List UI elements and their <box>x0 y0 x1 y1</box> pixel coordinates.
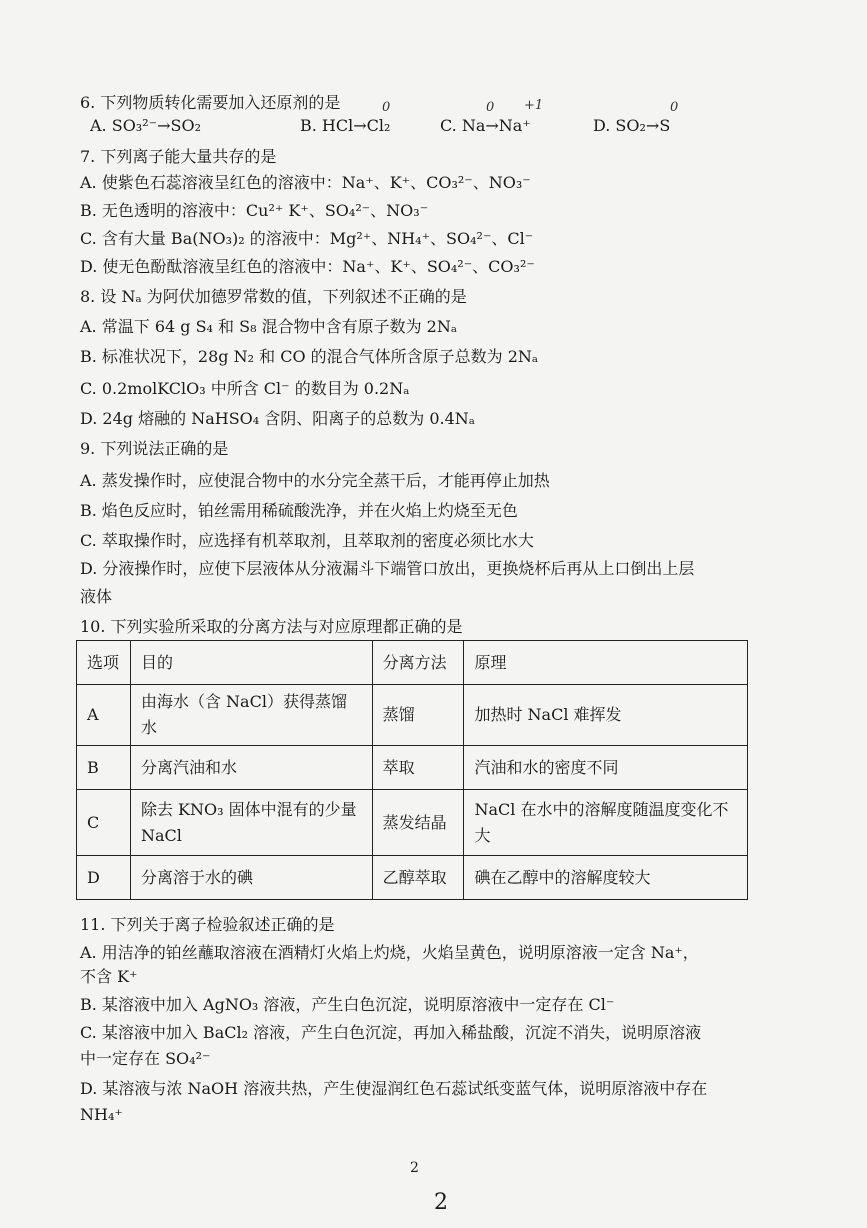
table-cell: 碘在乙醇中的溶解度较大 <box>464 856 748 900</box>
q11-line-2: 不含 K⁺ <box>80 967 138 986</box>
q9-option-a: A. 蒸发操作时，应使混合物中的水分完全蒸干后，才能再停止加热 <box>80 471 550 490</box>
q6-options <box>90 116 790 140</box>
q7-option-d: D. 使无色酚酞溶液呈红色的溶液中：Na⁺、K⁺、SO₄²⁻、CO₃²⁻ <box>80 257 535 276</box>
q11-line-3: B. 某溶液中加入 AgNO₃ 溶液，产生白色沉淀，说明原溶液中一定存在 Cl⁻ <box>80 995 615 1014</box>
q11-line-6: D. 某溶液与浓 NaOH 溶液共热，产生使湿润红色石蕊试纸变蓝气体，说明原溶液中存在 <box>80 1079 708 1098</box>
table-header: 原理 <box>464 641 748 685</box>
q9-option-d-cont: 液体 <box>80 587 113 606</box>
q6-mark-1: 0 <box>382 100 391 115</box>
table-header: 目的 <box>130 641 372 685</box>
q9-option-b: B. 焰色反应时，铂丝需用稀硫酸洗净，并在火焰上灼烧至无色 <box>80 501 518 520</box>
q10-stem: 10. 下列实验所采取的分离方法与对应原理都正确的是 <box>80 617 463 636</box>
page-number-small: 2 <box>410 1160 419 1176</box>
page-number: 2 <box>434 1190 448 1215</box>
table-cell: 蒸馏 <box>372 685 464 746</box>
table-header: 分离方法 <box>372 641 464 685</box>
table-cell: 乙醇萃取 <box>372 856 464 900</box>
q6-mark-3: +1 <box>524 98 544 113</box>
table-cell: C <box>77 790 131 856</box>
table-cell: 加热时 NaCl 难挥发 <box>464 685 748 746</box>
q7-option-b: B. 无色透明的溶液中：Cu²⁺ K⁺、SO₄²⁻、NO₃⁻ <box>80 201 429 220</box>
table-cell: D <box>77 856 131 900</box>
table-cell: 汽油和水的密度不同 <box>464 746 748 790</box>
q11-line-7: NH₄⁺ <box>80 1105 123 1124</box>
separation-table <box>76 640 748 900</box>
table-row <box>77 856 748 900</box>
table-cell: 蒸发结晶 <box>372 790 464 856</box>
table-header-row <box>77 641 748 685</box>
q6-mark-4: 0 <box>670 100 679 115</box>
q7-stem: 7. 下列离子能大量共存的是 <box>80 147 277 166</box>
q7-option-a: A. 使紫色石蕊溶液呈红色的溶液中：Na⁺、K⁺、CO₃²⁻、NO₃⁻ <box>80 173 531 192</box>
q6-option-b: B. HCl→Cl₂ <box>300 116 391 135</box>
q6-stem: 6. 下列物质转化需要加入还原剂的是 <box>80 93 341 112</box>
table-cell: 分离溶于水的碘 <box>130 856 372 900</box>
q8-option-b: B. 标准状况下，28g N₂ 和 CO 的混合气体所含原子总数为 2Nₐ <box>80 347 539 366</box>
table-cell: B <box>77 746 131 790</box>
table-cell: 除去 KNO₃ 固体中混有的少量 NaCl <box>130 790 372 856</box>
q8-option-c: C. 0.2molKClO₃ 中所含 Cl⁻ 的数目为 0.2Nₐ <box>80 379 410 398</box>
q6-mark-2: 0 <box>486 100 495 115</box>
table-row <box>77 746 748 790</box>
q8-stem: 8. 设 Nₐ 为阿伏加德罗常数的值，下列叙述不正确的是 <box>80 287 467 306</box>
q11-line-5: 中一定存在 SO₄²⁻ <box>80 1049 211 1068</box>
q8-option-a: A. 常温下 64 g S₄ 和 S₈ 混合物中含有原子数为 2Nₐ <box>80 317 458 336</box>
table-row <box>77 685 748 746</box>
table-cell: 分离汽油和水 <box>130 746 372 790</box>
table-row <box>77 790 748 856</box>
q8-option-d: D. 24g 熔融的 NaHSO₄ 含阴、阳离子的总数为 0.4Nₐ <box>80 409 475 428</box>
q11-stem: 11. 下列关于离子检验叙述正确的是 <box>80 915 335 934</box>
table-cell: A <box>77 685 131 746</box>
table-cell: 萃取 <box>372 746 464 790</box>
q9-option-c: C. 萃取操作时，应选择有机萃取剂，且萃取剂的密度必须比水大 <box>80 531 534 550</box>
table-cell: 由海水（含 NaCl）获得蒸馏水 <box>130 685 372 746</box>
table-header: 选项 <box>77 641 131 685</box>
q11-line-4: C. 某溶液中加入 BaCl₂ 溶液，产生白色沉淀，再加入稀盐酸，沉淀不消失，说明原溶液 <box>80 1023 702 1042</box>
q11-line-1: A. 用洁净的铂丝蘸取溶液在酒精灯火焰上灼烧，火焰呈黄色，说明原溶液一定含 Na⁺， <box>80 943 699 962</box>
q9-option-d: D. 分液操作时，应使下层液体从分液漏斗下端管口放出，更换烧杯后再从上口倒出上层 <box>80 559 695 578</box>
q7-option-c: C. 含有大量 Ba(NO₃)₂ 的溶液中：Mg²⁺、NH₄⁺、SO₄²⁻、Cl⁻ <box>80 229 534 248</box>
table-cell: NaCl 在水中的溶解度随温度变化不大 <box>464 790 748 856</box>
q9-stem: 9. 下列说法正确的是 <box>80 439 229 458</box>
q6-option-c: C. Na→Na⁺ <box>440 116 531 135</box>
q6-option-d: D. SO₂→S <box>593 116 671 135</box>
q6-option-a: A. SO₃²⁻→SO₂ <box>90 116 201 135</box>
